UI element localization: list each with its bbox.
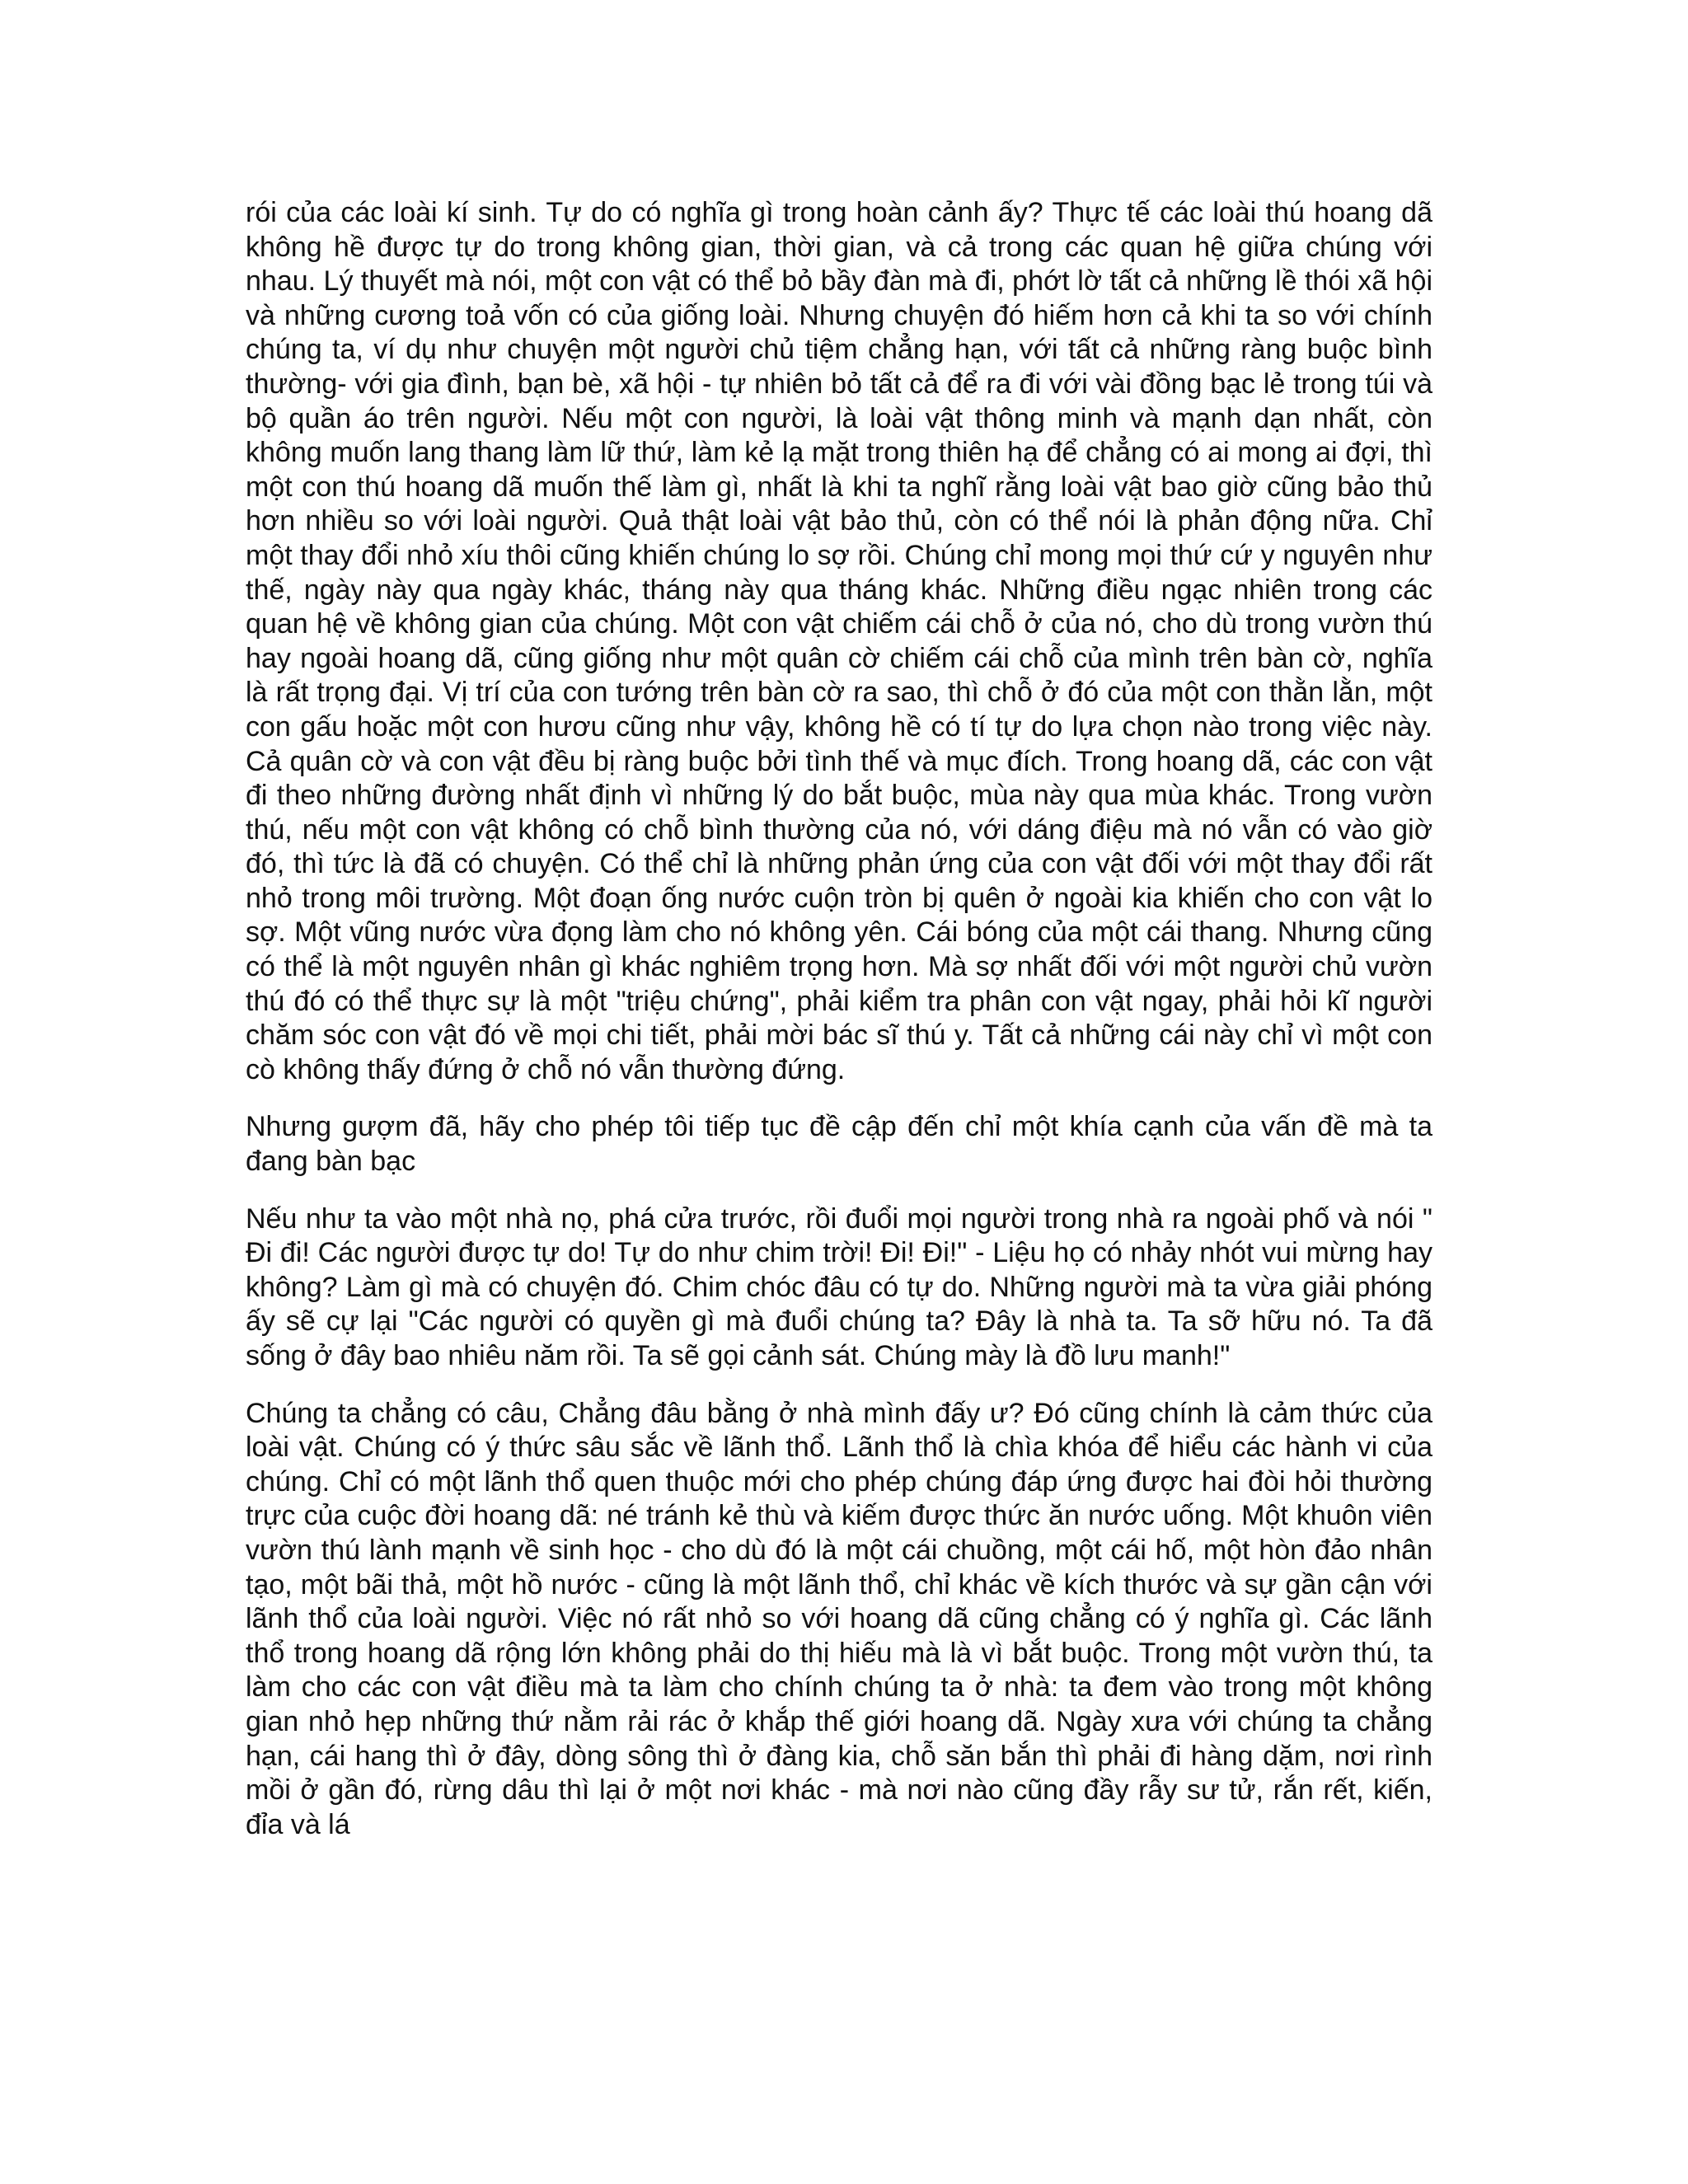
document-page xyxy=(246,196,1432,1865)
paragraph-2: Nhưng gượm đã, hãy cho phép tôi tiếp tục đề cập đến chỉ một khía cạnh của vấn đề mà ta đang bàn bạc xyxy=(246,1111,1432,1178)
paragraph-4: Chúng ta chẳng có câu, Chẳng đâu bằng ở nhà mình đấy ư? Đó cũng chính là cảm thức của loài vật. Chúng có ý thức sâu sắc về lãnh thổ. Lãnh thổ là chìa khóa để hiểu các hành vi của chúng. Chỉ có một lãnh thổ quen thuộc mới cho phép chúng đáp ứng được hai đòi hỏi thường trực của cuộc đời hoang dã: né tránh kẻ thù và kiếm được thức ăn nước uống. Một khuôn viên vườn thú lành mạnh về sinh học - cho dù đó là một cái chuồng, một cái hố, một hòn đảo nhân tạo, một bãi thả, một hồ nước - cũng là một lãnh thổ, chỉ khác về kích thước và sự gần cận với lãnh thổ của loài người. Việc nó rất nhỏ so với hoang dã cũng chẳng có ý nghĩa gì. Các lãnh thổ trong hoang dã rộng lớn không phải do thị hiếu mà là vì bắt buộc. Trong một vườn thú, ta làm cho các con vật điều mà ta làm cho chính chúng ta ở nhà: ta đem vào trong một không gian nhỏ hẹp những thứ nằm rải rác ở khắp thế giới hoang dã. Ngày xưa với chúng ta chẳng hạn, cái hang thì ở đây, dòng sông thì ở đàng kia, chỗ săn bắn thì phải đi hàng dặm, nơi rình mồi ở gần đó, rừng dâu thì lại ở một nơi khác - mà nơi nào cũng đầy rẫy sư tử, rắn rết, kiến, đỉa và lá xyxy=(246,1397,1432,1840)
paragraph-3: Nếu như ta vào một nhà nọ, phá cửa trước, rồi đuổi mọi người trong nhà ra ngoài phố và nói " Đi đi! Các người được tự do! Tự do như chim trời! Đi! Đi!" - Liệu họ có nhảy nhót vui mừng hay không? Làm gì mà có chuyện đó. Chim chóc đâu có tự do. Những người mà ta vừa giải phóng ấy sẽ cự lại "Các người có quyền gì mà đuổi chúng ta? Đây là nhà ta. Ta sỡ hữu nó. Ta đã sống ở đây bao nhiêu năm rồi. Ta sẽ gọi cảnh sát. Chúng mày là đồ lưu manh!" xyxy=(246,1202,1432,1371)
paragraph-1: rói của các loài kí sinh. Tự do có nghĩa gì trong hoàn cảnh ấy? Thực tế các loài thú hoang dã không hề được tự do trong không gian, thời gian, và cả trong các quan hệ giữa chúng với nhau. Lý thuyết mà nói, một con vật có thể bỏ bầy đàn mà đi, phớt lờ tất cả những lề thói xã hội và những cương toả vốn có của giống loài. Nhưng chuyện đó hiếm hơn cả khi ta so với chính chúng ta, ví dụ như chuyện một người chủ tiệm chẳng hạn, với tất cả những ràng buộc bình thường- với gia đình, bạn bè, xã hội - tự nhiên bỏ tất cả để ra đi với vài đồng bạc lẻ trong túi và bộ quần áo trên người. Nếu một con người, là loài vật thông minh và mạnh dạn nhất, còn không muốn lang thang làm lữ thứ, làm kẻ lạ mặt trong thiên hạ để chẳng có ai mong ai đợi, thì một con thú hoang dã muốn thế làm gì, nhất là khi ta nghĩ rằng loài vật bao giờ cũng bảo thủ hơn nhiều so với loài người. Quả thật loài vật bảo thủ, còn có thể nói là phản động nữa. Chỉ một thay đổi nhỏ xíu thôi cũng khiến chúng lo sợ rồi. Chúng chỉ mong mọi thứ cứ y nguyên như thế, ngày này qua ngày khác, tháng này qua tháng khác. Những điều ngạc nhiên trong các quan hệ về không gian của chúng. Một con vật chiếm cái chỗ ở của nó, cho dù trong vườn thú hay ngoài hoang dã, cũng giống như một quân cờ chiếm cái chỗ của mình trên bàn cờ, nghĩa là rất trọng đại. Vị trí của con tướng trên bàn cờ ra sao, thì chỗ ở đó của một con thằn lằn, một con gấu hoặc một con hươu cũng như vậy, không hề có tí tự do lựa chọn nào trong việc này. Cả quân cờ và con vật đều bị ràng buộc bởi tình thế và mục đích. Trong hoang dã, các con vật đi theo những đường nhất định vì những lý do bắt buộc, mùa này qua mùa khác. Trong vườn thú, nếu một con vật không có chỗ bình thường của nó, với dáng điệu mà nó vẫn có vào giờ đó, thì tức là đã có chuyện. Có thể chỉ là những phản ứng của con vật đối với một thay đổi rất nhỏ trong môi trường. Một đoạn ống nước cuộn tròn bị quên ở ngoài kia khiến cho con vật lo sợ. Một vũng nước vừa đọng làm cho nó không yên. Cái bóng của một cái thang. Nhưng cũng có thể là một nguyên nhân gì khác nghiêm trọng hơn. Mà sợ nhất đối với một người chủ vườn thú đó có thể thực sự là một "triệu chứng", phải kiểm tra phân con vật ngay, phải hỏi kĩ người chăm sóc con vật đó về mọi chi tiết, phải mời bác sĩ thú y. Tất cả những cái này chỉ vì một con cò không thấy đứng ở chỗ nó vẫn thường đứng. xyxy=(246,197,1432,1085)
